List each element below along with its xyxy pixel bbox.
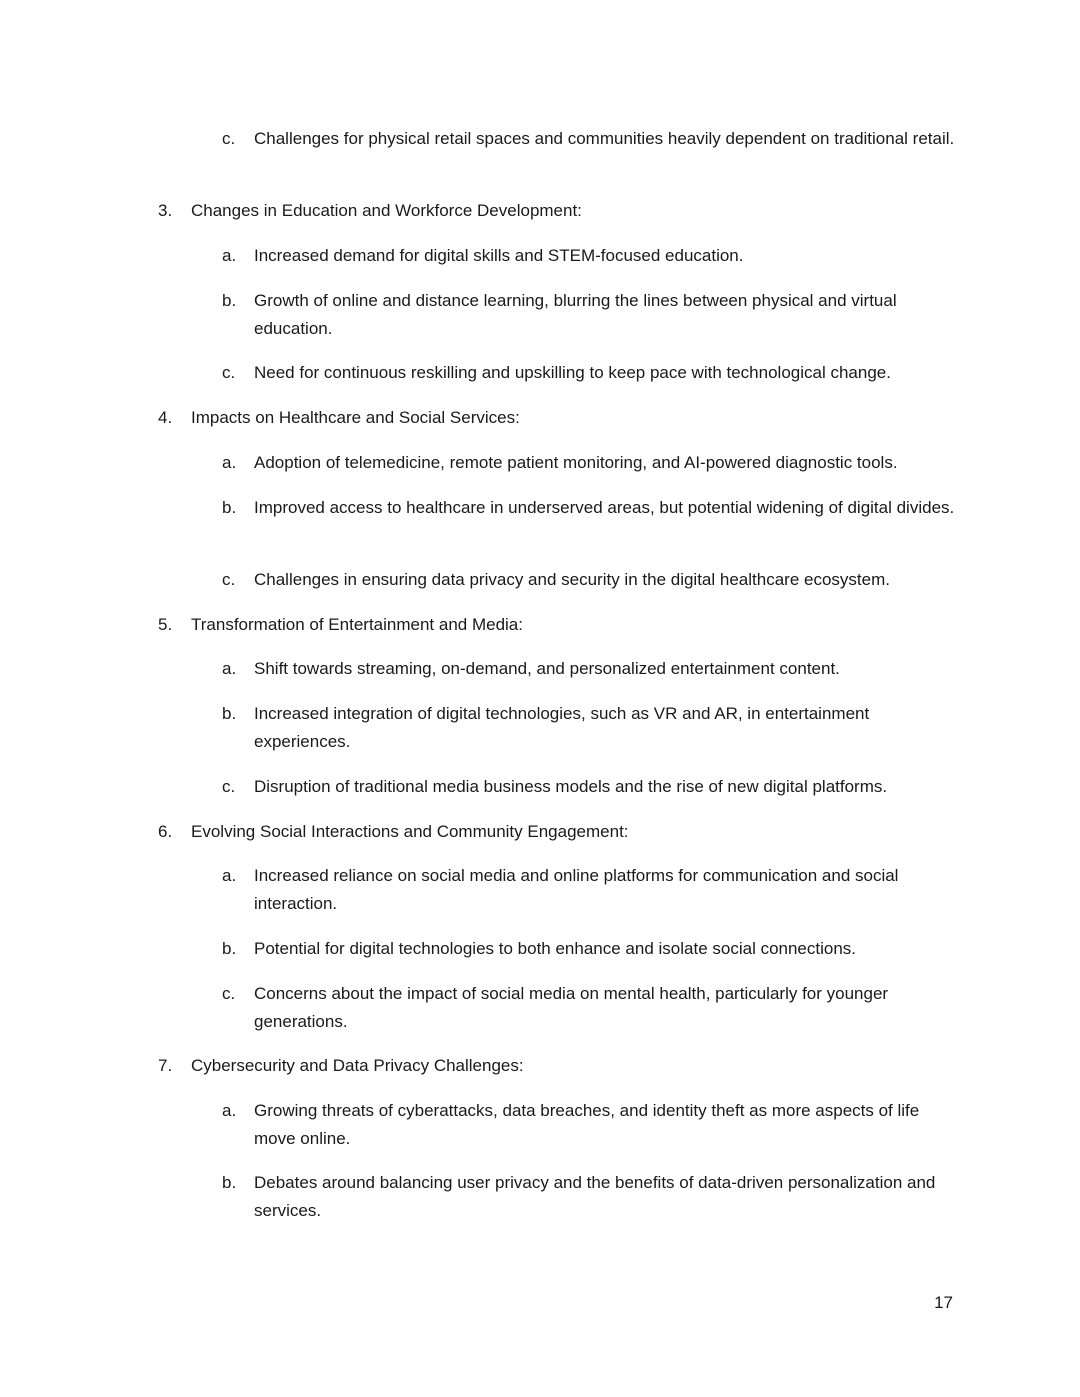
list-marker: b. (222, 939, 237, 958)
list-marker: 5. (158, 615, 173, 634)
list-item-section-6 (158, 818, 958, 846)
section-heading: Impacts on Healthcare and Social Services: (191, 408, 520, 427)
list-item-text: Challenges in ensuring data privacy and security in the digital healthcare ecosystem. (254, 570, 890, 589)
list-item-section-7 (158, 1052, 958, 1080)
list-item-text: Improved access to healthcare in underserved areas, but potential widening of digital divides. (254, 498, 955, 517)
list-item-text: Increased demand for digital skills and STEM-focused education. (254, 246, 744, 265)
list-item-text: Growing threats of cyberattacks, data breaches, and identity theft as more aspects of life move online. (254, 1101, 920, 1148)
list-marker: a. (222, 1101, 237, 1120)
list-marker: 3. (158, 201, 173, 220)
list-marker: 4. (158, 408, 173, 427)
list-marker: c. (222, 777, 236, 796)
list-marker: b. (222, 1173, 237, 1192)
section-heading: Cybersecurity and Data Privacy Challenges: (191, 1056, 524, 1075)
list-item-text: Debates around balancing user privacy and the benefits of data-driven personalization and services. (254, 1173, 936, 1220)
list-subitem (222, 773, 962, 801)
list-item-text: Challenges for physical retail spaces and communities heavily dependent on traditional retail. (254, 129, 955, 148)
list-marker: c. (222, 984, 236, 1003)
list-subitem (222, 655, 962, 683)
list-subitem (222, 980, 962, 1035)
list-item-text: Shift towards streaming, on-demand, and personalized entertainment content. (254, 659, 840, 678)
list-subitem (222, 566, 962, 594)
section-heading: Evolving Social Interactions and Community Engagement: (191, 822, 629, 841)
list-item-text: Concerns about the impact of social media on mental health, particularly for younger generations. (254, 984, 889, 1031)
list-item-section-5 (158, 611, 958, 639)
list-marker: c. (222, 570, 236, 589)
list-item-text: Increased reliance on social media and online platforms for communication and social interaction. (254, 866, 899, 913)
list-subitem (222, 1097, 962, 1152)
list-item-section-4 (158, 404, 958, 432)
section-heading: Transformation of Entertainment and Media: (191, 615, 523, 634)
list-item-text: Adoption of telemedicine, remote patient monitoring, and AI-powered diagnostic tools. (254, 453, 898, 472)
list-item-text: Need for continuous reskilling and upskilling to keep pace with technological change. (254, 363, 891, 382)
list-subitem (222, 449, 962, 477)
list-item-section-3 (158, 197, 958, 225)
list-subitem (222, 700, 962, 755)
section-heading: Changes in Education and Workforce Development: (191, 201, 582, 220)
list-item-text: Growth of online and distance learning, blurring the lines between physical and virtual education. (254, 291, 897, 338)
list-subitem (222, 242, 962, 270)
list-marker: c. (222, 129, 236, 148)
list-marker: a. (222, 453, 237, 472)
list-item-text: Increased integration of digital technologies, such as VR and AR, in entertainment experiences. (254, 704, 870, 751)
list-subitem (222, 359, 962, 387)
list-subitem (222, 494, 962, 522)
list-subitem (222, 862, 962, 917)
list-subitem (222, 125, 962, 153)
list-subitem (222, 287, 962, 342)
list-marker: a. (222, 246, 237, 265)
list-marker: b. (222, 704, 237, 723)
list-item-text: Potential for digital technologies to both enhance and isolate social connections. (254, 939, 857, 958)
list-marker: 7. (158, 1056, 173, 1075)
list-marker: b. (222, 291, 237, 310)
list-marker: c. (222, 363, 236, 382)
list-subitem (222, 1169, 962, 1224)
list-marker: a. (222, 866, 237, 885)
page-number: 17 (934, 1293, 953, 1312)
list-marker: a. (222, 659, 237, 678)
list-marker: b. (222, 498, 237, 517)
list-item-text: Disruption of traditional media business models and the rise of new digital platforms. (254, 777, 888, 796)
list-subitem (222, 935, 962, 963)
list-marker: 6. (158, 822, 173, 841)
